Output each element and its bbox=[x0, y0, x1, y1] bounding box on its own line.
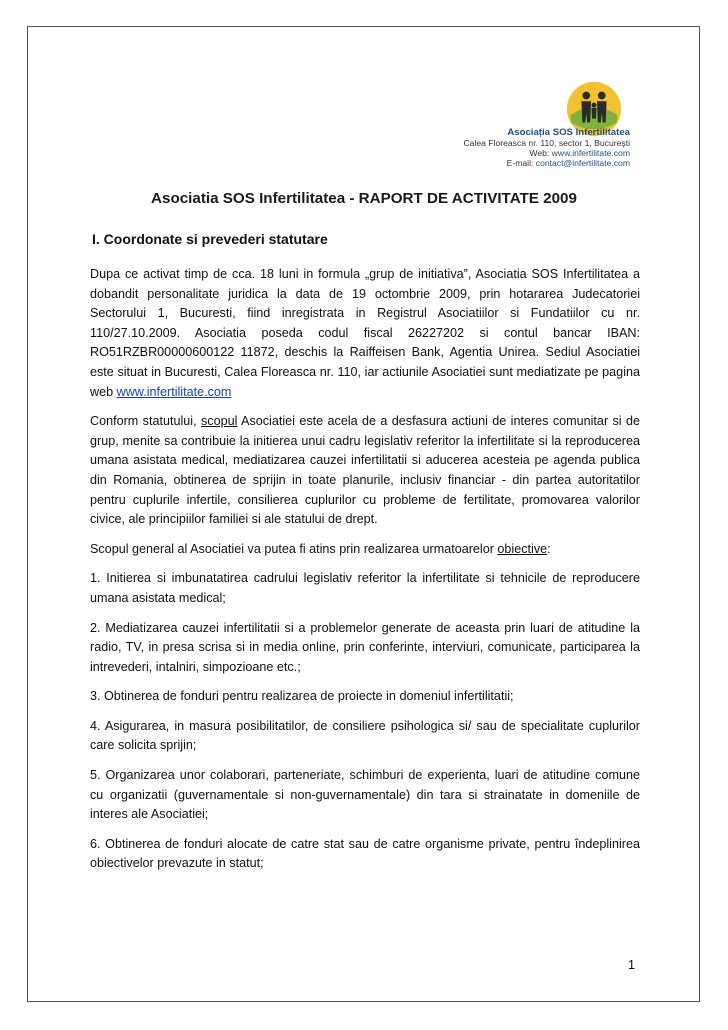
logo-web-url[interactable]: www.infertilitate.com bbox=[551, 148, 630, 158]
objectives-intro-colon: : bbox=[547, 541, 551, 556]
paragraph-objectives-intro bbox=[90, 540, 640, 560]
page-number: 1 bbox=[628, 958, 636, 972]
objective-item-1: 1. Initierea si imbunatatirea cadrului legislativ referitor la infertilitate si tehnicile de reproducere umana asistata medical; bbox=[90, 571, 640, 605]
logo-email-label: E-mail: bbox=[506, 158, 534, 168]
objectives-underlined: obiective bbox=[497, 541, 548, 556]
objective-item-4: 4. Asigurarea, in masura posibilitatilor, de consiliere psihologica si/ sau de specialitate cuplurilor care solicita sprijin; bbox=[90, 718, 640, 753]
purpose-underlined: scopul bbox=[200, 414, 238, 429]
objectives-intro-lead: Scopul general al Asociatiei va putea fi atins prin realizarea urmatoarelor bbox=[90, 541, 498, 556]
paragraph-purpose bbox=[90, 412, 640, 530]
paragraph-purpose-lead: Conform statutului, bbox=[90, 414, 201, 429]
paragraph-purpose-text: Asociatiei este acela de a desfasura actiuni de interes comunitar si de grup, menite sa contribuie la initierea unui cadru legislativ referitor la infertilitate si la reproducerea umana asistata medical, mediatizarea cauzei infertilitatii si aducerea acesteia pe agenda publica din Romania, obtinerea de sprijin in toate planurile, inclusiv financiar - din partea autoritatilor pentru cuplurile infertile, consilierea cuplurilor cu probleme de fertilitate, promovarea valorilor civice, ale principiilor familiei si ale statului de drept. bbox=[90, 414, 640, 527]
logo-org-name bbox=[430, 128, 630, 138]
document-body bbox=[90, 265, 640, 884]
paragraph-legal-status bbox=[90, 265, 640, 402]
section-heading: I. Coordonate si prevederi statutare bbox=[92, 231, 328, 247]
logo-address: Calea Floreasca nr. 110, sector 1, București bbox=[463, 138, 630, 148]
website-link[interactable]: www.infertilitate.com bbox=[116, 384, 232, 399]
logo-org-sos: SOS Infertilitatea bbox=[552, 127, 630, 138]
objective-item-2: 2. Mediatizarea cauzei infertilitatii si a problemelor generate de aceasta prin luari de atitudine la radio, TV, in presa scrisa si in media online, prin conferinte, interviuri, comunicate, participarea la intrevederi, intalniri, simpozioane etc.; bbox=[90, 620, 640, 674]
organization-logo bbox=[430, 80, 660, 180]
objective-item-6: 6. Obtinerea de fonduri alocate de catre stat sau de catre organisme private, pentru îndeplinirea obiectivelor prevazute in statut; bbox=[90, 836, 640, 871]
logo-web-line bbox=[430, 148, 630, 158]
logo-text-block bbox=[430, 128, 630, 168]
logo-email-line bbox=[430, 158, 630, 168]
paragraph-legal-status-text: Dupa ce activat timp de cca. 18 luni in formula „grup de initiativa”, Asociatia SOS Infertilitatea a dobandit personalitate juridica la data de 19 octombrie 2009, prin hotararea Judecatoriei Sectorului 1, Bucuresti, fiind inregistrata in Registrul Asociatiilor si Fundatiilor cu nr. 110/27.10.2009. Asociatia poseda codul fiscal 26227202 si contul bancar IBAN: RO51RZBR00000600122 11872, deschis la Raiffeisen Bank, Agentia Unirea. Sediul Asociatiei este situat in Bucuresti, Calea Floreasca nr. 110, iar actiunile Asociatiei sunt mediatizate pe pagina web bbox=[90, 267, 640, 399]
objective-item-5: 5. Organizarea unor colaborari, parteneriate, schimburi de experienta, luari de atitudine comune cu organizatii (guvernamentale si non-guvernamentale) din tara si strainatate in domeniile de interes ale Asociatiei; bbox=[90, 768, 640, 822]
document-title: Asociatia SOS Infertilitatea - RAPORT DE ACTIVITATE 2009 bbox=[151, 190, 577, 207]
logo-web-label: Web: bbox=[529, 148, 550, 158]
logo-org-prefix: Asociația bbox=[507, 127, 551, 138]
logo-email[interactable]: contact@infertilitate.com bbox=[535, 158, 630, 168]
objective-item-3: 3. Obtinerea de fonduri pentru realizarea de proiecte in domeniul infertilitatii; bbox=[90, 689, 514, 704]
